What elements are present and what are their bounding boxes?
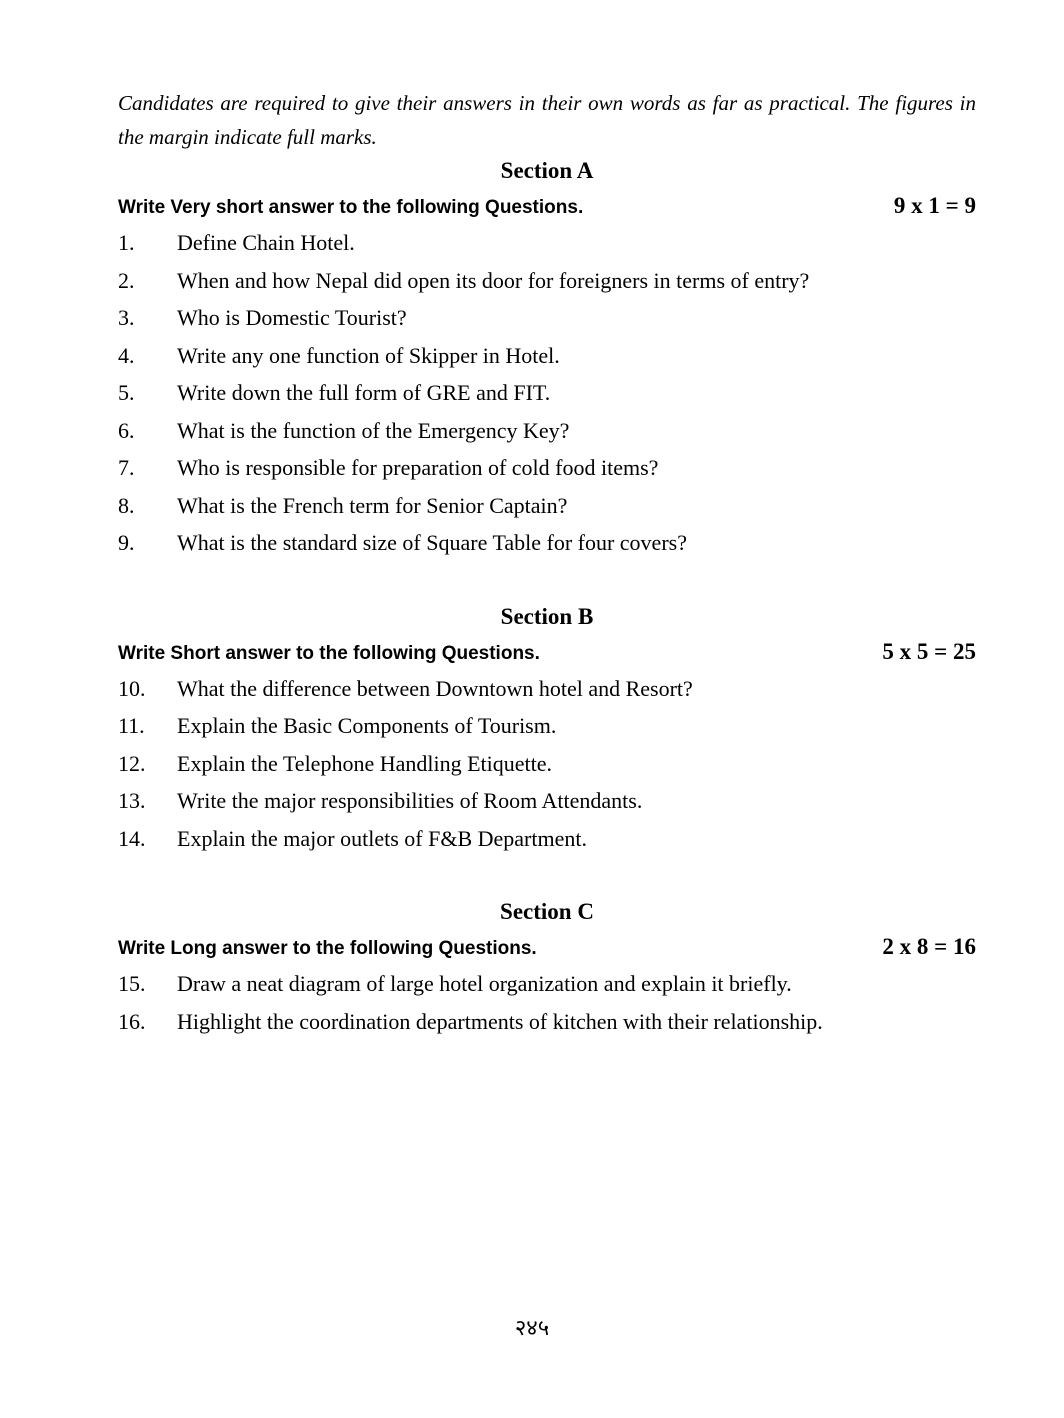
question-item (118, 374, 976, 412)
instructions-text: Candidates are required to give their answers in their own words as far as practical. The figures in the margin indicate full marks. (118, 91, 976, 149)
question-text: Draw a neat diagram of large hotel organization and explain it briefly. (177, 971, 792, 996)
question-number: 6. (118, 417, 135, 443)
question-item (118, 262, 976, 300)
section-title: Section A (500, 158, 594, 183)
question-text: Write down the full form of GRE and FIT. (177, 380, 551, 405)
exam-page (118, 86, 976, 1040)
question-number: 14. (118, 825, 146, 851)
section-instruction: Write Very short answer to the following Questions. (118, 197, 584, 218)
question-number: 1. (118, 230, 135, 255)
section-instruction-row (118, 188, 976, 224)
section-instruction-row (118, 634, 976, 670)
question-text: What is the function of the Emergency Key? (177, 417, 570, 443)
question-text: Explain the Basic Components of Tourism. (177, 713, 557, 738)
question-item (118, 449, 976, 487)
page-number: २४५ (514, 1316, 550, 1341)
section-c (118, 895, 976, 1040)
question-number: 16. (118, 1008, 146, 1034)
question-text: Write any one function of Skipper in Hotel. (177, 342, 560, 368)
question-text: Explain the Telephone Handling Etiquette. (177, 750, 553, 776)
question-item (118, 1003, 976, 1041)
section-title: Section B (500, 603, 594, 629)
question-number: 10. (118, 675, 146, 701)
question-item (118, 524, 976, 562)
question-number: 5. (118, 380, 135, 405)
question-number: 4. (118, 342, 135, 368)
spacer (118, 857, 976, 895)
question-text: What the difference between Downtown hotel and Resort? (177, 675, 693, 701)
question-item (118, 487, 976, 525)
question-text: What is the standard size of Square Table for four covers? (177, 530, 687, 555)
question-text: Who is Domestic Tourist? (177, 305, 407, 330)
section-marks: 5 x 5 = 25 (882, 638, 976, 664)
question-item (118, 820, 976, 858)
section-instruction: Write Short answer to the following Questions. (118, 642, 540, 664)
section-b (118, 600, 976, 858)
question-number: 3. (118, 305, 135, 330)
section-instruction: Write Long answer to the following Questions. (118, 938, 537, 959)
question-item (118, 670, 976, 708)
question-number: 2. (118, 267, 135, 293)
question-number: 8. (118, 492, 135, 518)
question-text: Write the major responsibilities of Room Attendants. (177, 788, 643, 813)
question-item (118, 707, 976, 745)
question-text: What is the French term for Senior Captain? (177, 492, 568, 518)
section-marks: 2 x 8 = 16 (882, 934, 976, 959)
question-number: 11. (118, 713, 145, 738)
section-a (118, 154, 976, 562)
question-text: Highlight the coordination departments of kitchen with their relationship. (177, 1008, 823, 1034)
question-number: 15. (118, 971, 146, 996)
section-instruction-row (118, 929, 976, 965)
question-item (118, 299, 976, 337)
question-item (118, 412, 976, 450)
spacer (118, 562, 976, 600)
question-number: 9. (118, 530, 135, 555)
section-marks: 9 x 1 = 9 (893, 193, 976, 218)
question-text: Explain the major outlets of F&B Department. (177, 825, 587, 851)
question-text: Who is responsible for preparation of cold food items? (177, 455, 659, 480)
question-item (118, 224, 976, 262)
question-item (118, 337, 976, 375)
question-item (118, 965, 976, 1003)
question-text: Define Chain Hotel. (177, 230, 355, 255)
section-title: Section C (500, 899, 594, 924)
question-item (118, 745, 976, 783)
question-item (118, 782, 976, 820)
question-number: 13. (118, 788, 146, 813)
question-number: 7. (118, 455, 135, 480)
question-text: When and how Nepal did open its door for foreigners in terms of entry? (177, 267, 810, 293)
question-number: 12. (118, 750, 146, 776)
